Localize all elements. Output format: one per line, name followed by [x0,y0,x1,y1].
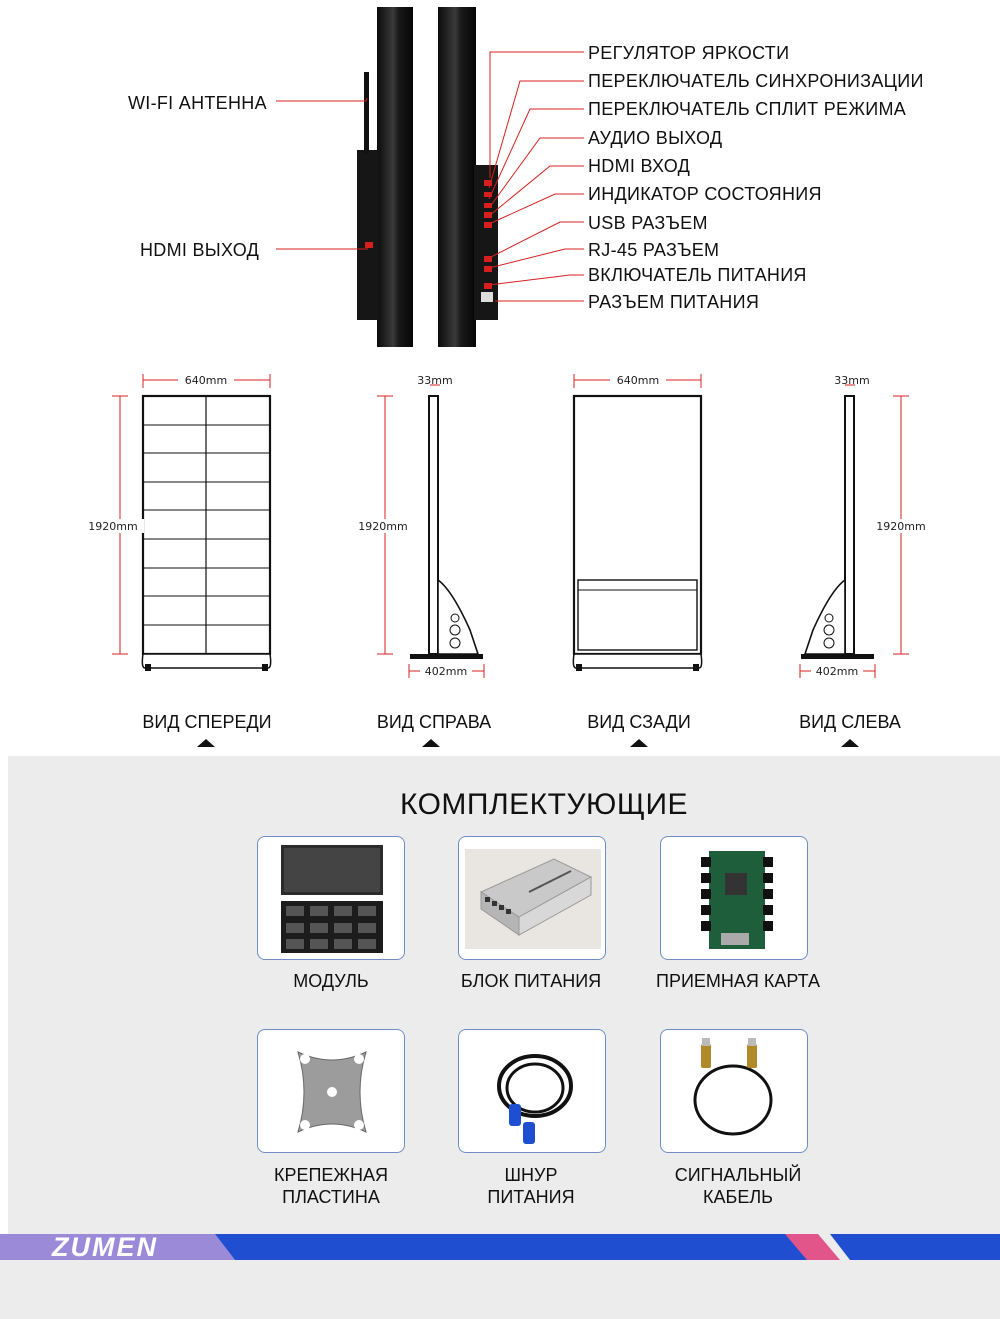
label-power-connector: РАЗЪЕМ ПИТАНИЯ [588,292,760,312]
triangle-marker-icon [630,739,648,747]
triangle-marker-icon [422,739,440,747]
left-depth-dim: 33mm [834,374,870,387]
back-width-dim: 640mm [616,374,660,387]
label-usb: USB РАЗЪЕМ [588,213,708,233]
power-supply-image [459,837,606,960]
caption-back-view: ВИД СЗАДИ [587,712,691,732]
label-status-indicator: ИНДИКАТОР СОСТОЯНИЯ [588,184,822,204]
right-height-dim: 1920mm [358,520,408,533]
label-sync-switch: ПЕРЕКЛЮЧАТЕЛЬ СИНХРОНИЗАЦИИ [588,71,924,91]
caption-front-view: ВИД СПЕРЕДИ [142,712,272,732]
label-rj45: RJ-45 РАЗЪЕМ [588,240,720,260]
back-view-drawing [573,373,701,671]
card-module [257,836,405,960]
card-power-cord [458,1029,606,1153]
power-cord-image [459,1030,606,1153]
label-hdmi-out: HDMI ВЫХОД [140,240,260,260]
mounting-plate-image [258,1030,405,1153]
side-view-left-photo [357,7,413,347]
receiving-card-image [661,837,808,960]
label-hdmi-in: HDMI ВХОД [588,156,691,176]
right-depth-dim: 33mm [417,374,453,387]
label-brightness: РЕГУЛЯТОР ЯРКОСТИ [588,43,790,63]
left-base-dim: 402mm [815,665,859,678]
card-receiving-card [660,836,808,960]
right-base-dim: 402mm [424,665,468,678]
label-split-switch: ПЕРЕКЛЮЧАТЕЛЬ СПЛИТ РЕЖИМА [588,99,907,119]
footer-bottom [0,1260,1000,1319]
caption-power-cord: ШНУР ПИТАНИЯ [487,1165,575,1207]
card-mounting-plate [257,1029,405,1153]
label-audio-out: АУДИО ВЫХОД [588,128,723,148]
side-view-right-photo [438,7,498,347]
caption-left-view: ВИД СЛЕВА [799,712,901,732]
caption-power-supply: БЛОК ПИТАНИЯ [460,971,602,991]
label-wifi-antenna: WI-FI АНТЕННА [128,93,267,113]
label-power-switch: ВКЛЮЧАТЕЛЬ ПИТАНИЯ [588,265,807,285]
card-signal-cable [660,1029,808,1153]
components-title: КОМПЛЕКТУЮЩИЕ [399,788,689,821]
caption-mounting-plate: КРЕПЕЖНАЯ ПЛАСТИНА [273,1165,389,1207]
front-width-dim: 640mm [184,374,228,387]
caption-receiving-card: ПРИЕМНАЯ КАРТА [656,971,820,991]
caption-signal-cable: СИГНАЛЬНЫЙ КАБЕЛЬ [674,1165,802,1207]
caption-module: МОДУЛЬ [293,971,369,991]
brand-logo: ZUMEN [52,1234,158,1260]
triangle-marker-icon [841,739,859,747]
card-power-supply [458,836,606,960]
hdmi-out-port-icon [365,242,373,248]
left-height-dim: 1920mm [876,520,926,533]
signal-cable-image [661,1030,808,1153]
footer-banner [0,1234,1000,1260]
front-height-dim: 1920mm [88,520,138,533]
led-module-image [258,837,405,960]
triangle-marker-icon [197,739,215,747]
leader-lines [276,52,584,301]
caption-right-view: ВИД СПРАВА [376,712,492,732]
